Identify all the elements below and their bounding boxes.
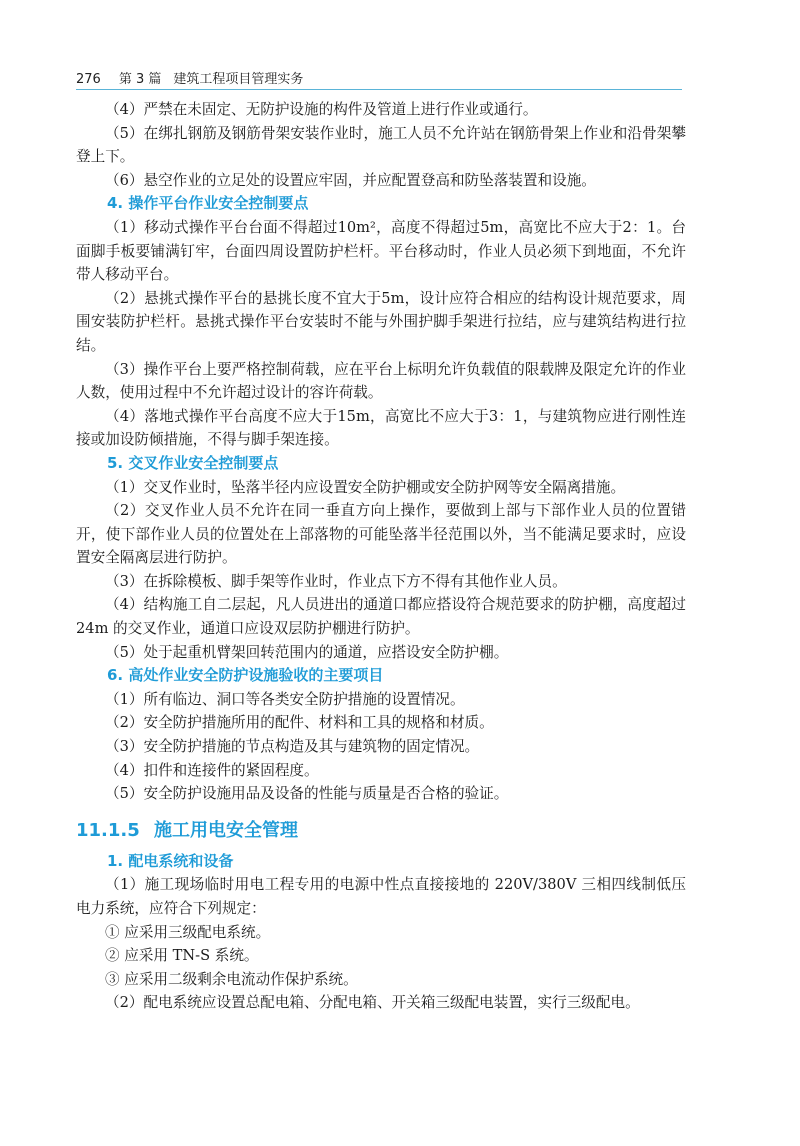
- header-rule: [76, 89, 682, 90]
- paragraph: （5）在绑扎钢筋及钢筋骨架安装作业时，施工人员不允许站在钢筋骨架上作业和沿骨架攀登上下。: [76, 124, 686, 166]
- section-heading: 1. 配电系统和设备: [107, 851, 234, 870]
- paragraph: （4）严禁在未固定、无防护设施的构件及管道上进行作业或通行。: [105, 101, 538, 118]
- running-header: [76, 68, 682, 87]
- paragraph: （5）安全防护设施用品及设备的性能与质量是否合格的验证。: [105, 785, 509, 803]
- section-heading: 6. 高处作业安全防护设施验收的主要项目: [107, 666, 384, 685]
- paragraph: （3）安全防护措施的节点构造及其与建筑物的固定情况。: [105, 738, 480, 756]
- paragraph: （4）落地式操作平台高度不应大于15m，高宽比不应大于3：1，与建筑物应进行刚性连接或加设防倾措施，不得与脚手架连接。: [76, 407, 686, 449]
- paragraph: （3）在拆除模板、脚手架等作业时，作业点下方不得有其他作业人员。: [105, 572, 567, 590]
- subsection-title: 施工用电安全管理: [154, 819, 298, 841]
- paragraph: （1）交叉作业时，坠落半径内应设置安全防护棚或安全防护网等安全隔离措施。: [105, 478, 626, 496]
- subsection-heading: [76, 818, 686, 844]
- list-item: ③ 应采用二级剩余电流动作保护系统。: [105, 970, 358, 988]
- part-label: 第 3 篇: [118, 72, 162, 87]
- page-number: 276: [76, 72, 101, 87]
- paragraph: （1）施工现场临时用电工程专用的电源中性点直接接地的 220V/380V 三相四线制低压电力系统，应符合下列规定：: [76, 876, 686, 917]
- list-item: ① 应采用三级配电系统。: [105, 923, 271, 941]
- paragraph: （2）配电系统应设置总配电箱、分配电箱、开关箱三级配电装置，实行三级配电。: [105, 994, 640, 1012]
- paragraph: （2）安全防护措施所用的配件、材料和工具的规格和材质。: [105, 714, 494, 732]
- paragraph: （2）悬挑式操作平台的悬挑长度不宜大于5m，设计应符合相应的结构设计规范要求，周围安装防护栏杆。悬挑式操作平台安装时不能与外围护脚手架进行拉结，应与建筑结构进行拉结。: [76, 289, 686, 354]
- paragraph: （4）结构施工自二层起，凡人员进出的通道口都应搭设符合规范要求的防护棚，高度超过 24m 的交叉作业，通道口应设双层防护棚进行防护。: [76, 596, 686, 638]
- paragraph: （4）扣件和连接件的紧固程度。: [105, 761, 319, 779]
- list-item: ② 应采用 TN-S 系统。: [105, 947, 259, 965]
- paragraph: （3）操作平台上要严格控制荷载，应在平台上标明允许负载值的限载牌及限定允许的作业人数，使用过程中不允许超过设计的容许荷载。: [76, 360, 686, 402]
- paragraph: （2）交叉作业人员不允许在同一垂直方向上操作，要做到上部与下部作业人员的位置错开，使下部作业人员的位置处在上部落物的可能坠落半径范围以外，当不能满足要求时，应设置安全隔离层进行防护。: [76, 502, 686, 567]
- paragraph: （1）移动式操作平台台面不得超过10m²，高度不得超过5m，高宽比不应大于2：1。台面脚手板要铺满钉牢，台面四周设置防护栏杆。平台移动时，作业人员必须下到地面，不允许带人移动平台。: [76, 218, 686, 284]
- subsection-number: 11.1.5: [76, 819, 140, 841]
- part-title: 建筑工程项目管理实务: [173, 72, 304, 87]
- paragraph: （5）处于起重机臂架回转范围内的通道，应搭设安全防护棚。: [105, 643, 509, 661]
- section-heading: 5. 交叉作业安全控制要点: [107, 453, 279, 472]
- section-heading: 4. 操作平台作业安全控制要点: [107, 194, 309, 213]
- body-content: [76, 98, 686, 1015]
- paragraph: （1）所有临边、洞口等各类安全防护措施的设置情况。: [105, 690, 465, 708]
- paragraph: （6）悬空作业的立足处的设置应牢固，并应配置登高和防坠落装置和设施。: [105, 171, 596, 189]
